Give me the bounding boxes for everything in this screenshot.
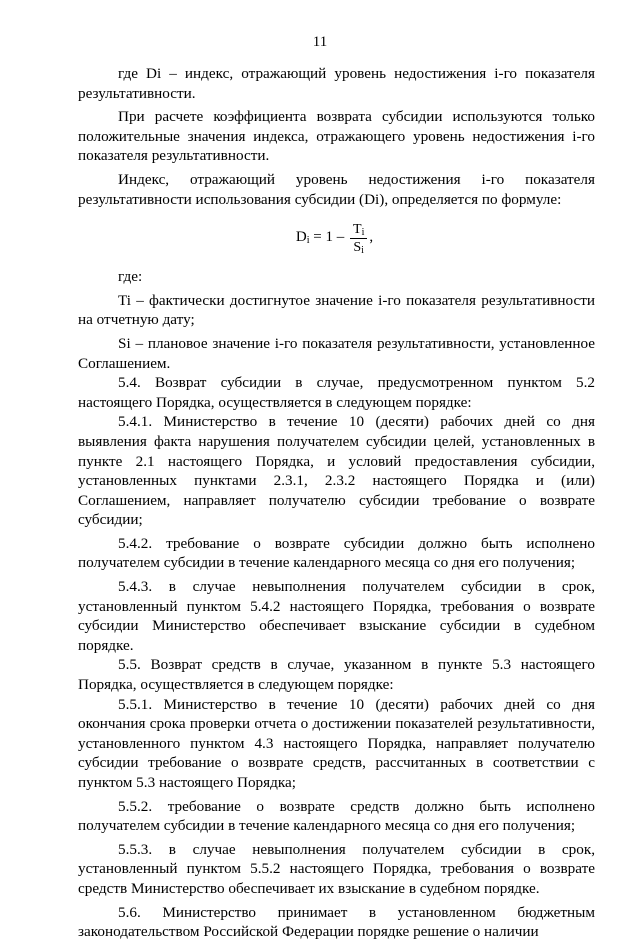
paragraph-5-5-1: 5.5.1. Министерство в течение 10 (десяти) рабочих дней со дня окончания срока проверки отчета о достижении показателей результативности, установленного пунктом 4.3 настоящего Порядка, направляет получателю субсидии требование о возврате средств, рассчитанных в соответствии с пунктом 5.3 настоящего Порядка; — [78, 695, 595, 791]
paragraph-5-4-2: 5.4.2. требование о возврате субсидии должно быть исполнено получателем субсидии в течение календарного месяца со дня его получения; — [78, 534, 595, 572]
paragraph-si-definition: Si – плановое значение i-го показателя результативности, установленное Соглашением. — [78, 334, 595, 372]
page-body — [78, 64, 595, 942]
paragraph-positive-values: При расчете коэффициента возврата субсидии используются только положительные значения индекса, отражающего уровень недостижения i-го показателя результативности. — [78, 108, 595, 165]
formula-operator: = 1 – — [309, 229, 348, 246]
paragraph-index-formula-intro: Индекс, отражающий уровень недостижения i-го показателя результативности использования субсидии (Di), определяется по формуле: — [78, 170, 595, 208]
paragraph-5-6: 5.6. Министерство принимает в установленном бюджетным законодательством Российской Федерации порядке решение о наличии — [78, 903, 595, 941]
formula-di — [78, 209, 595, 267]
paragraph-5-4-3: 5.4.3. в случае невыполнения получателем субсидии в срок, установленный пунктом 5.4.2 настоящего Порядка, требования о возврате субсидии Министерство обеспечивает взыскание субсидии в судебном порядке. — [78, 578, 595, 654]
page-number: 11 — [312, 34, 328, 50]
paragraph-5-4-1: 5.4.1. Министерство в течение 10 (десяти) рабочих дней со дня выявления факта нарушения получателем субсидии целей, установленных в пункте 2.1 настоящего Порядка, и условий предоставления субсидии, установленных пунктами 2.3.1, 2.3.2 настоящего Порядка и (или) Соглашением, направляет получателю субсидии требование о возврате субсидии; — [78, 413, 595, 529]
paragraph-di-definition: где Di – индекс, отражающий уровень недостижения i-го показателя результативности. — [78, 65, 595, 102]
paragraph-5-5: 5.5. Возврат средств в случае, указанном в пункте 5.3 настоящего Порядка, осуществляется в следующем порядке: — [78, 656, 595, 694]
paragraph-5-4: 5.4. Возврат субсидии в случае, предусмотренном пунктом 5.2 настоящего Порядка, осуществляется в следующем порядке: — [78, 374, 595, 411]
paragraph-where: где: — [118, 268, 143, 286]
paragraph-5-5-3: 5.5.3. в случае невыполнения получателем субсидии в срок, установленный пунктом 5.5.2 настоящего Порядка, требования о возврате средств Министерство обеспечивает их взыскание в судебном порядке. — [78, 840, 595, 897]
formula-lhs: $D_i$ — [295, 229, 310, 247]
formula-comma: , — [369, 229, 374, 246]
formula-fraction — [350, 221, 367, 256]
formula-numerator: $T_i$ — [350, 221, 367, 239]
formula-denominator: $S_i$ — [353, 239, 364, 256]
paragraph-5-5-2: 5.5.2. требование о возврате средств должно быть исполнено получателем субсидии в течение календарного месяца со дня его получения; — [78, 797, 595, 835]
paragraph-ti-definition: Ti – фактически достигнутое значение i-го показателя результативности на отчетную дату; — [78, 291, 595, 329]
